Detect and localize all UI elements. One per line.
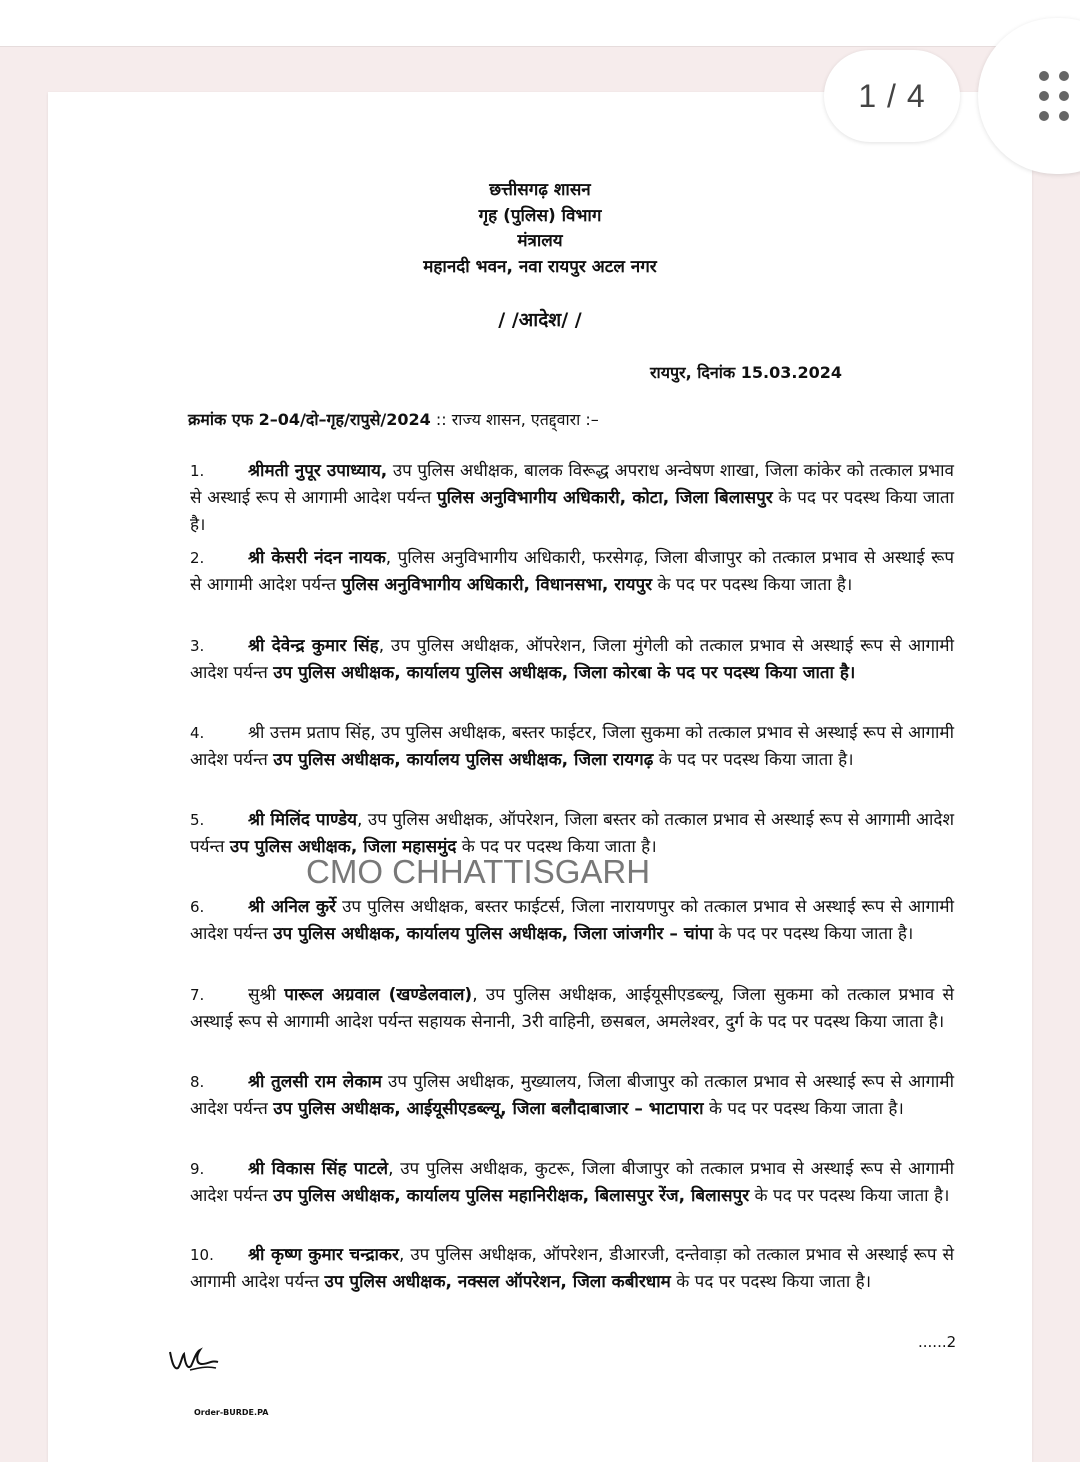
next-page-marker: ......2 [918,1333,957,1351]
order-item [190,458,954,539]
item-text: उप पुलिस अधीक्षक, बस्तर फाईटर्स, जिला नारायणपुर को तत्काल प्रभाव से अस्थाई रूप से आगामी आदेश पर्यन्त [190,897,954,944]
item-text-end: के पद पर पदस्थ किया जाता है। [190,488,954,535]
item-number: 8. [190,1073,205,1091]
page-counter: 1 / 4 [824,50,960,142]
order-item [190,720,954,774]
item-text: , उप पुलिस अधीक्षक, कुटरू, जिला बीजापुर को तत्काल प्रभाव से अस्थाई रूप से आगामी आदेश पर्यन्त [190,1159,954,1206]
order-item [190,1242,954,1296]
item-text-end: के पद पर पदस्थ किया जाता है। [703,1099,904,1119]
posting: उप पुलिस अधीक्षक, कार्यालय पुलिस अधीक्षक, जिला रायगढ़ [273,750,654,770]
item-text: , उप पुलिस अधीक्षक, ऑपरेशन, डीआरजी, दन्तेवाड़ा को तत्काल प्रभाव से अस्थाई रूप से आगामी आदेश पर्यन्त [190,1245,954,1292]
item-text-end: के पद पर पदस्थ किया जाता है। [713,924,914,944]
officer-name: श्री तुलसी राम लेकाम [248,1072,382,1092]
reference-line [188,408,599,430]
date-line: रायपुर, दिनांक 15.03.2024 [650,363,842,382]
order-item [190,1156,954,1210]
officer-name: श्री विकास सिंह पाटले [248,1159,389,1179]
item-text: उप पुलिस अधीक्षक, बालक विरूद्ध अपराध अन्वेषण शाखा, जिला कांकेर को तत्काल प्रभाव से अस्थाई रूप से आगामी आदेश पर्यन्त [190,461,954,508]
item-text-end: , उप पुलिस अधीक्षक, आईयूसीएडब्ल्यू, जिला सुकमा को तत्काल प्रभाव से अस्थाई रूप से आगामी आदेश पर्यन्त सहायक सेनानी, 3री वाहिनी, छसबल, अमलेश्वर, दुर्ग के पद पर पदस्थ किया जाता है। [190,985,954,1032]
item-number: 4. [190,724,205,742]
item-text-end: के पद पर पदस्थ किया जाता है। [456,837,657,857]
officer-name: श्रीमती नुपूर उपाध्याय, [248,461,388,481]
item-number: 1. [190,462,205,480]
letterhead-line-1: छत्तीसगढ़ शासन [489,180,591,200]
officer-name: श्री अनिल कुर्रे [248,897,337,917]
posting: उप पुलिस अधीक्षक, नक्सल ऑपरेशन, जिला कबीरधाम [324,1272,671,1292]
order-item [190,1069,954,1123]
letterhead-line-3: मंत्रालय [517,231,563,251]
item-text-end: के पद पर पदस्थ किया जाता है। [653,750,854,770]
posting: उप पुलिस अधीक्षक, जिला महासमुंद [229,837,457,857]
officer-name: श्री केसरी नंदन नायक [248,548,386,568]
item-text: सुश्री [248,985,285,1005]
item-number: 5. [190,811,205,829]
item-number: 2. [190,549,205,567]
order-item [190,982,954,1036]
officer-name: श्री कृष्ण कुमार चन्द्राकर [248,1245,399,1265]
posting: पुलिस अनुविभागीय अधिकारी, विधानसभा, रायपुर [341,575,653,595]
officer-name: श्री देवेन्द्र कुमार सिंह [248,636,379,656]
watermark: CMO CHHATTISGARH [306,853,651,890]
posting: पारूल अग्रवाल (खण्डेलवाल) [284,985,473,1005]
posting: पुलिस अनुविभागीय अधिकारी, कोटा, जिला बिलासपुर [437,488,773,508]
viewer-top-bar [0,0,1080,47]
order-item [190,894,954,948]
item-number: 7. [190,986,205,1004]
signature-icon [166,1342,222,1378]
posting: उप पुलिस अधीक्षक, कार्यालय पुलिस महानिरीक्षक, बिलासपुर रेंज, बिलासपुर [273,1186,750,1206]
item-text-end: के पद पर पदस्थ किया जाता है। [670,1272,872,1292]
item-text-end: के पद पर पदस्थ किया जाता है। [749,1186,950,1206]
grid-icon [1038,70,1074,122]
posting: उप पुलिस अधीक्षक, कार्यालय पुलिस अधीक्षक, जिला कोरबा के पद पर पदस्थ किया जाता है। [273,663,856,683]
item-number: 6. [190,898,205,916]
item-number: 10. [190,1246,214,1264]
posting: उप पुलिस अधीक्षक, कार्यालय पुलिस अधीक्षक, जिला जांजगीर – चांपा [273,924,714,944]
item-text: , पुलिस अनुविभागीय अधिकारी, फरसेगढ़, जिला बीजापुर को तत्काल प्रभाव से अस्थाई रूप से आगामी आदेश पर्यन्त [190,548,955,595]
item-text: , उप पुलिस अधीक्षक, ऑपरेशन, जिला मुंगेली को तत्काल प्रभाव से अस्थाई रूप से आगामी आदेश पर्यन्त [190,636,954,683]
item-number: 9. [190,1160,205,1178]
letterhead-line-4: महानदी भवन, नवा रायपुर अटल नगर [423,257,657,277]
order-item [190,545,954,599]
officer-name: श्री मिलिंद पाण्डेय [248,810,358,830]
footer-reference: Order-BURDE.PA [194,1408,269,1417]
item-text-end: के पद पर पदस्थ किया जाता है। [652,575,853,595]
item-text: श्री उत्तम प्रताप सिंह, उप पुलिस अधीक्षक, बस्तर फाईटर, जिला सुकमा को तत्काल प्रभाव से अस्थाई रूप से आगामी आदेश पर्यन्त [190,723,954,770]
item-text: उप पुलिस अधीक्षक, मुख्यालय, जिला बीजापुर को तत्काल प्रभाव से अस्थाई रूप से आगामी आदेश पर्यन्त [190,1072,954,1119]
reference-number: क्रमांक एफ 2–04/दो–गृह/रापुसे/2024 [188,410,431,429]
order-title: / /आदेश/ / [498,309,582,331]
posting: उप पुलिस अधीक्षक, आईयूसीएडब्ल्यू, जिला बलौदाबाजार – भाटापारा [273,1099,704,1119]
reference-text: :: राज्य शासन, एतद्द्वारा :– [430,410,599,429]
letterhead-line-2: गृह (पुलिस) विभाग [478,206,602,226]
order-item [190,633,954,687]
item-text: , उप पुलिस अधीक्षक, ऑपरेशन, जिला बस्तर को तत्काल प्रभाव से अस्थाई रूप से आगामी आदेश पर्यन्त [190,810,954,857]
item-number: 3. [190,637,205,655]
